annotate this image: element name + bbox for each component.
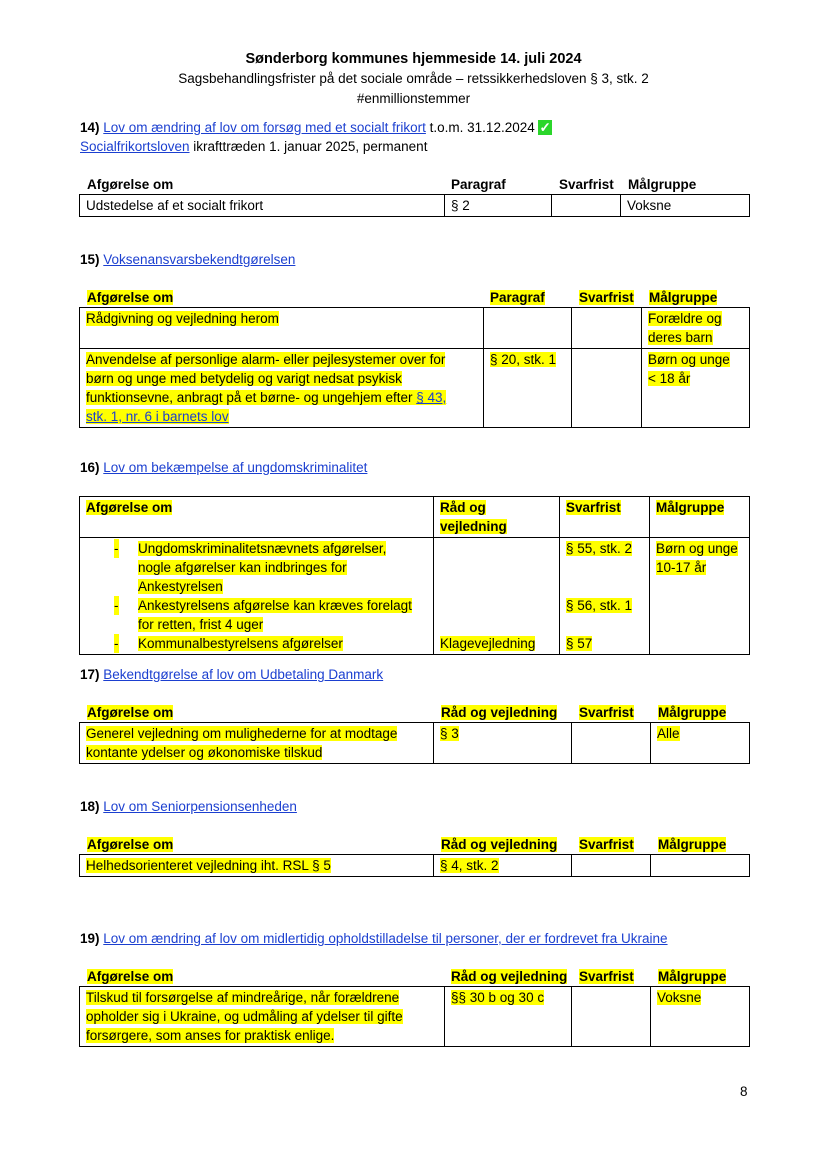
dash: - [114,636,119,651]
cell [572,723,651,764]
item-text: Ankestyrelsen [138,579,223,594]
section-14-heading [80,120,552,136]
col-header-rad: Råd og vejledning [441,837,558,852]
cell [560,538,650,655]
section-16-heading [80,460,367,475]
col-header-malgruppe: Målgruppe [628,177,697,192]
section-18-heading [80,799,297,814]
cell-text: § 55, stk. 2 [566,541,633,556]
cell-text: Anvendelse af personlige alarm- eller pejlesystemer over for [86,352,446,367]
table-19 [79,986,750,1047]
section-15-heading [80,252,295,267]
cell [560,497,650,538]
col-header-malgruppe: Målgruppe [658,969,727,984]
cell-text: Helhedsorienteret vejledning iht. RSL § 5 [86,858,331,873]
col-header-rad: Råd og vejledning [440,500,507,534]
cell-text: § 3 [440,726,459,741]
list-item [86,634,427,653]
col-header-svarfrist: Svarfrist [559,177,614,192]
col-header-malgruppe: Målgruppe [658,705,727,720]
cell-text: kontante ydelser og økonomiske tilskud [86,745,323,760]
cell [80,855,434,877]
law-link[interactable]: Lov om ændring af lov om midlertidig opholdstilladelse til personer, der er fordrevet fra Ukraine [103,931,668,946]
cell [651,723,750,764]
cell-text: § 57 [566,636,593,651]
table-row [80,987,750,1047]
cell-text: Børn og unge [656,541,738,556]
cell [484,349,572,428]
cell [80,538,434,655]
cell-text: funktionsevne, anbragt på et børne- og ungehjem efter [86,390,417,405]
section-14-subline [80,139,427,154]
section-number: 19) [80,931,100,946]
col-header-svarfrist: Svarfrist [579,969,634,984]
cell [434,723,572,764]
validity-text: t.o.m. 31.12.2024 [425,120,539,135]
col-header-afgorelse: Afgørelse om [87,837,174,852]
cell [642,349,750,428]
col-header-afgorelse: Afgørelse om [87,290,174,305]
effective-text: ikrafttræden 1. januar 2025, permanent [189,139,428,154]
cell-text: forsørgere, som anses for praktisk enlige. [86,1028,335,1043]
cell-text: Rådgivning og vejledning herom [86,311,279,326]
item-text: Ungdomskriminalitetsnævnets afgørelser, [138,541,387,556]
col-header-svarfrist: Svarfrist [566,500,621,515]
cell [552,195,621,217]
section-number: 18) [80,799,100,814]
law-link[interactable]: stk. 1, nr. 6 i barnets lov [86,409,229,424]
law-link[interactable]: Bekendtgørelse af lov om Udbetaling Danmark [103,667,384,682]
col-header-afgorelse: Afgørelse om [87,969,174,984]
law-link[interactable]: Lov om ændring af lov om forsøg med et socialt frikort [103,120,426,135]
cell [80,987,445,1047]
cell [642,308,750,349]
page-title: Sønderborg kommunes hjemmeside 14. juli 2024 [245,51,582,67]
cell [651,855,750,877]
col-header-malgruppe: Målgruppe [658,837,727,852]
col-header-svarfrist: Svarfrist [579,837,634,852]
section-number: 16) [80,460,100,475]
cell [484,308,572,349]
cell-text: §§ 30 b og 30 c [451,990,545,1005]
cell [434,538,560,655]
col-header-malgruppe: Målgruppe [649,290,718,305]
cell [434,497,560,538]
table-row [80,855,750,877]
cell-text: Klagevejledning [440,636,536,651]
cell [80,349,484,428]
dash: - [114,541,119,556]
list-item [86,596,427,634]
section-19-heading [80,931,668,946]
law-link[interactable]: Socialfrikortsloven [80,139,190,154]
cell [445,987,572,1047]
table-17 [79,722,750,764]
cell [572,308,642,349]
item-text: Kommunalbestyrelsens afgørelser [138,636,343,651]
col-header-afgorelse: Afgørelse om [87,177,174,192]
col-header-afgorelse: Afgørelse om [86,500,173,515]
cell-text: § 20, stk. 1 [490,352,557,367]
table-row [80,538,750,655]
cell-text: Tilskud til forsørgelse af mindreårige, når forældrene [86,990,400,1005]
col-header-paragraf: Paragraf [451,177,506,192]
col-header-rad: Råd og vejledning [441,705,558,720]
col-header-rad: Råd og vejledning [451,969,568,984]
dash: - [114,598,119,613]
col-header-afgorelse: Afgørelse om [87,705,174,720]
item-text: Ankestyrelsens afgørelse kan kræves forelagt [138,598,412,613]
law-link[interactable]: Lov om Seniorpensionsenheden [103,799,297,814]
cell [80,723,434,764]
cell-text: 10-17 år [656,560,707,575]
section-number: 14) [80,120,100,135]
cell-text: § 56, stk. 1 [566,598,633,613]
cell-text: opholder sig i Ukraine, og udmåling af ydelser til gifte [86,1009,403,1024]
cell [80,497,434,538]
table-row [80,723,750,764]
table-row [80,349,750,428]
cell-text: Alle [657,726,680,741]
section-number: 15) [80,252,100,267]
cell [80,308,484,349]
cell [572,855,651,877]
cell-text: Voksne [657,990,702,1005]
item-text: for retten, frist 4 uger [138,617,264,632]
table-row [80,308,750,349]
checkmark-icon: ✓ [539,120,551,135]
col-header-svarfrist: Svarfrist [579,290,634,305]
cell [434,855,572,877]
cell [651,987,750,1047]
cell [650,497,750,538]
law-link[interactable]: Lov om bekæmpelse af ungdomskriminalitet [103,460,368,475]
col-header-paragraf: Paragraf [490,290,545,305]
table-header-row [80,497,750,538]
col-header-malgruppe: Målgruppe [656,500,725,515]
cell-text: < 18 år [648,371,691,386]
cell-text: Børn og unge [648,352,730,367]
table-16 [79,496,750,655]
cell [650,538,750,655]
page-subtitle: Sagsbehandlingsfrister på det sociale område – retssikkerhedsloven § 3, stk. 2 [178,71,649,86]
cell-text: § 4, stk. 2 [440,858,499,873]
law-link[interactable]: § 43, [416,390,447,405]
table-row [80,195,750,217]
table-15 [79,307,750,428]
col-header-svarfrist: Svarfrist [579,705,634,720]
item-text: nogle afgørelser kan indbringes for [138,560,347,575]
section-number: 17) [80,667,100,682]
cell-text: deres barn [648,330,713,345]
table-18 [79,854,750,877]
table-14 [79,194,750,217]
cell-text: Generel vejledning om mulighederne for at modtage [86,726,398,741]
cell-text: børn og unge med betydelig og varigt nedsat psykisk [86,371,402,386]
list-item [86,539,427,596]
cell: § 2 [445,195,552,217]
cell-text: Forældre og [648,311,722,326]
law-link[interactable]: Voksenansvarsbekendtgørelsen [103,252,296,267]
cell: Voksne [621,195,750,217]
cell [572,987,651,1047]
cell: Udstedelse af et socialt frikort [80,195,445,217]
page-number: 8 [740,1084,748,1099]
cell [572,349,642,428]
section-17-heading [80,667,383,682]
page-hashtag: #enmillionstemmer [356,91,471,106]
